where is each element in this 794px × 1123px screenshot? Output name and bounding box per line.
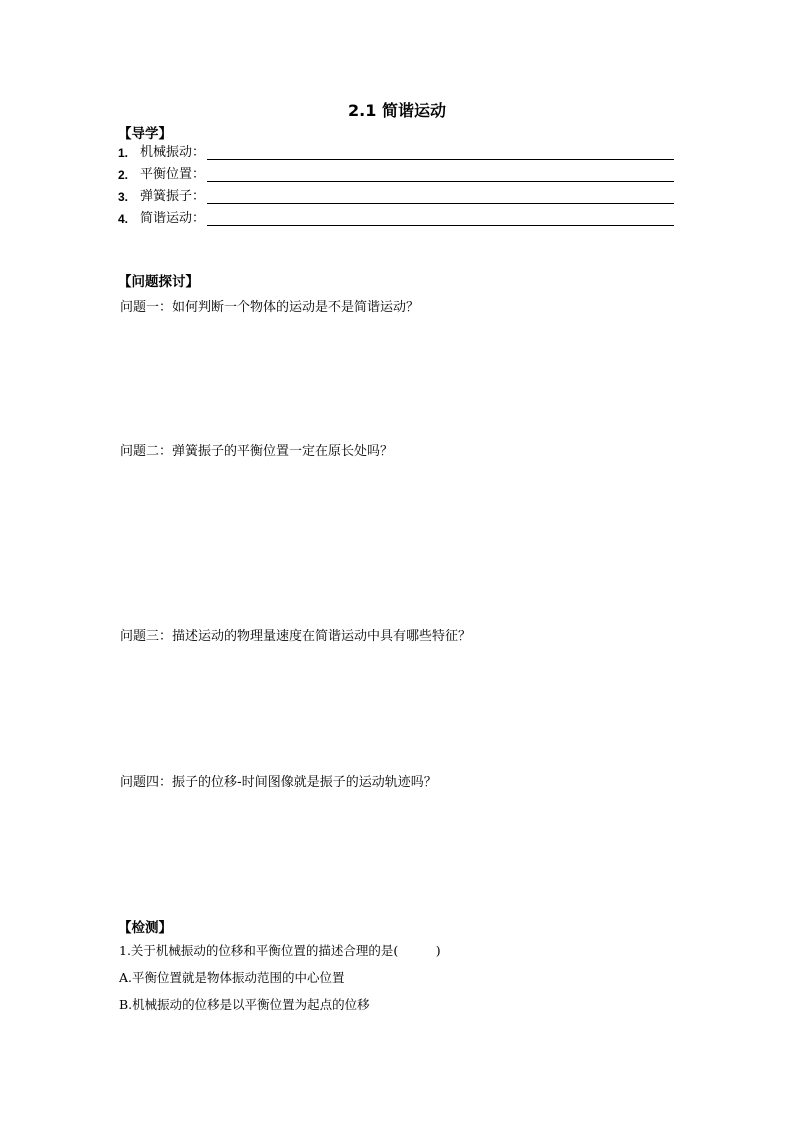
item-number: 1.	[118, 146, 129, 160]
option-a: A.平衡位置就是物体振动范围的中心位置	[119, 970, 345, 985]
discussion-heading: 【问题探讨】	[118, 274, 199, 290]
answer-blank-line	[207, 167, 674, 182]
guide-item-1	[118, 140, 674, 160]
question-3: 问题三：描述运动的物理量速度在简谐运动中具有哪些特征？	[120, 629, 472, 644]
item-number: 2.	[118, 168, 129, 182]
item-number: 4.	[118, 212, 129, 226]
item-label: 简谐运动：	[140, 211, 206, 226]
guide-item-4	[118, 206, 674, 226]
question-4: 问题四：振子的位移-时间图像就是振子的运动轨迹吗？	[120, 775, 437, 790]
item-label: 机械振动：	[140, 145, 206, 160]
test-question: 1.关于机械振动的位移和平衡位置的描述合理的是( )	[119, 943, 441, 958]
option-b: B.机械振动的位移是以平衡位置为起点的位移	[119, 997, 370, 1012]
page-title: 2.1 简谐运动	[348, 101, 446, 120]
question-2: 问题二：弹簧振子的平衡位置一定在原长处吗？	[120, 444, 394, 459]
test-heading: 【检测】	[118, 920, 172, 936]
answer-blank-line	[207, 145, 674, 160]
item-number: 3.	[118, 190, 129, 204]
guide-heading: 【导学】	[118, 126, 172, 142]
answer-blank-line	[207, 211, 674, 226]
question-1: 问题一：如何判断一个物体的运动是不是简谐运动？	[120, 300, 420, 315]
guide-item-2	[118, 162, 674, 182]
answer-blank-line	[207, 189, 674, 204]
item-label: 平衡位置：	[140, 167, 206, 182]
guide-item-3	[118, 184, 674, 204]
item-label: 弹簧振子：	[140, 189, 206, 204]
